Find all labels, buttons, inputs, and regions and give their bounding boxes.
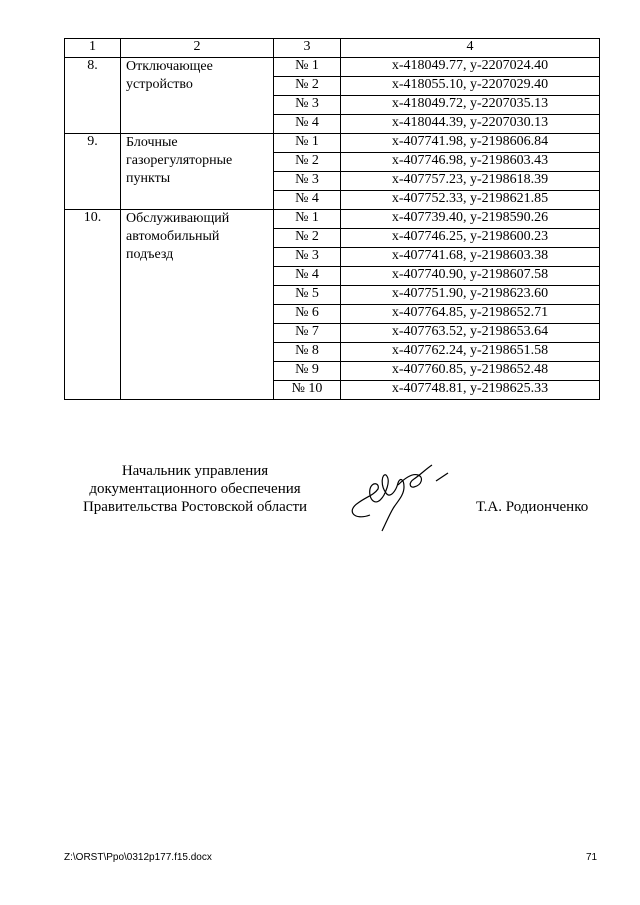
point-label: № 2 [274, 229, 341, 248]
object-name-line: Отключающее [126, 59, 213, 74]
point-label: № 3 [274, 172, 341, 191]
point-coordinates: x-407752.33, y-2198621.85 [341, 191, 600, 210]
point-coordinates: x-407739.40, y-2198590.26 [341, 210, 600, 229]
position-line: Правительства Ростовской области [82, 499, 308, 515]
point-label: № 2 [274, 77, 341, 96]
point-label: № 9 [274, 362, 341, 381]
point-coordinates: x-407762.24, y-2198651.58 [341, 343, 600, 362]
object-name [121, 58, 274, 134]
table-row [65, 134, 600, 153]
header-col-1: 1 [65, 39, 121, 58]
handwritten-signature [340, 455, 460, 535]
object-name [121, 134, 274, 210]
point-label: № 3 [274, 96, 341, 115]
point-label: № 10 [274, 381, 341, 400]
point-label: № 2 [274, 153, 341, 172]
header-col-4: 4 [341, 39, 600, 58]
point-coordinates: x-407760.85, y-2198652.48 [341, 362, 600, 381]
object-name [121, 210, 274, 400]
point-label: № 3 [274, 248, 341, 267]
signatory-position [60, 462, 330, 516]
object-number: 8. [65, 58, 121, 134]
table-row [65, 58, 600, 77]
footer-file-path: Z:\ORST\Ppo\0312p177.f15.docx [64, 852, 212, 863]
point-label: № 8 [274, 343, 341, 362]
point-label: № 1 [274, 58, 341, 77]
position-line: документационного обеспечения [89, 481, 301, 497]
point-coordinates: x-407748.81, y-2198625.33 [341, 381, 600, 400]
point-coordinates: x-407741.68, y-2198603.38 [341, 248, 600, 267]
object-name-line: автомобильный [126, 229, 220, 244]
object-name-line: пункты [126, 171, 171, 186]
point-label: № 1 [274, 134, 341, 153]
footer-page-number: 71 [586, 852, 598, 863]
point-coordinates: x-407746.98, y-2198603.43 [341, 153, 600, 172]
coordinates-table-body [65, 39, 600, 400]
point-coordinates: x-407757.23, y-2198618.39 [341, 172, 600, 191]
signatory-name: Т.А. Родионченко [476, 499, 589, 515]
position-line: Начальник управления [121, 463, 269, 479]
object-number: 10. [65, 210, 121, 400]
point-coordinates: x-407741.98, y-2198606.84 [341, 134, 600, 153]
object-name-line: подъезд [126, 247, 174, 262]
object-name-line: газорегуляторные [126, 153, 233, 168]
point-coordinates: x-407740.90, y-2198607.58 [341, 267, 600, 286]
table-header-row [65, 39, 600, 58]
point-label: № 1 [274, 210, 341, 229]
header-col-2: 2 [121, 39, 274, 58]
point-coordinates: x-407763.52, y-2198653.64 [341, 324, 600, 343]
header-col-3: 3 [274, 39, 341, 58]
point-label: № 5 [274, 286, 341, 305]
point-label: № 4 [274, 191, 341, 210]
point-coordinates: x-418049.72, y-2207035.13 [341, 96, 600, 115]
object-number: 9. [65, 134, 121, 210]
point-label: № 6 [274, 305, 341, 324]
object-name-line: Обслуживающий [126, 211, 230, 226]
point-coordinates: x-418044.39, y-2207030.13 [341, 115, 600, 134]
point-coordinates: x-407751.90, y-2198623.60 [341, 286, 600, 305]
point-label: № 7 [274, 324, 341, 343]
point-coordinates: x-418049.77, y-2207024.40 [341, 58, 600, 77]
object-name-line: Блочные [126, 135, 178, 150]
point-coordinates: x-407746.25, y-2198600.23 [341, 229, 600, 248]
point-coordinates: x-418055.10, y-2207029.40 [341, 77, 600, 96]
object-name-line: устройство [126, 77, 193, 92]
point-label: № 4 [274, 267, 341, 286]
point-label: № 4 [274, 115, 341, 134]
coordinates-table [64, 38, 600, 400]
point-coordinates: x-407764.85, y-2198652.71 [341, 305, 600, 324]
table-row [65, 210, 600, 229]
